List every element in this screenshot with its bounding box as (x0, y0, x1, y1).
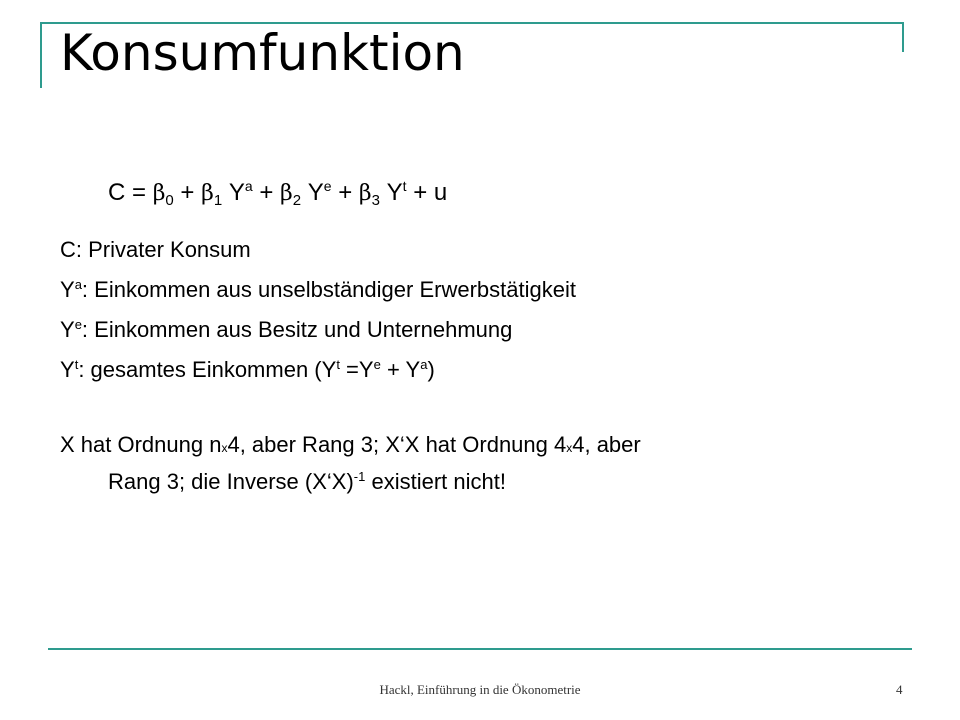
slide-title: Konsumfunktion (60, 24, 465, 82)
y-symbol: Y (60, 357, 75, 382)
formula-tail: + u (413, 179, 448, 206)
definition-yt-text: : gesamtes Einkommen ( (78, 357, 322, 382)
footer-text: Hackl, Einführung in die Ökonometrie (379, 682, 581, 697)
y-symbol: Y (60, 317, 75, 342)
beta-symbol: β (201, 181, 214, 206)
note-part-2: 4, aber Rang 3; X‘X hat Ordnung 4 (227, 432, 567, 457)
y-symbol: Y (228, 179, 245, 206)
definition-ye-text: : Einkommen aus Besitz und Unternehmung (81, 317, 513, 342)
note-part-1: X hat Ordnung n (60, 432, 222, 457)
formula-c: C = (108, 179, 147, 206)
note-line2-a: Rang 3; die Inverse (X‘X) (108, 469, 354, 494)
definition-c-text: C: Privater Konsum (60, 237, 251, 262)
definition-ye (60, 316, 576, 356)
note-line2-b: existiert nicht! (365, 469, 506, 494)
beta-index-2: 2 (292, 192, 302, 209)
beta-symbol: β (280, 181, 293, 206)
superscript-a: a (420, 357, 428, 372)
y-symbol: Y (307, 179, 324, 206)
plus-sign: + (338, 179, 353, 206)
times-symbol: x (221, 441, 228, 455)
consumption-formula (108, 177, 447, 210)
beta-index-1: 1 (213, 192, 223, 209)
y-symbol: Y (358, 357, 374, 382)
superscript-t: t (74, 357, 79, 372)
y-symbol: Y (405, 357, 421, 382)
rank-note-line-2 (60, 465, 641, 498)
superscript-e: e (323, 178, 332, 194)
beta-symbol: β (152, 181, 166, 206)
plus-sign: + (180, 179, 195, 206)
frame-right-rule (902, 22, 904, 52)
definition-ya (60, 276, 576, 316)
beta-index-3: 3 (371, 192, 380, 209)
y-symbol: Y (386, 179, 403, 206)
superscript-a: a (244, 178, 253, 194)
definition-c (60, 236, 576, 276)
rank-note (60, 428, 641, 498)
y-symbol: Y (60, 277, 75, 302)
page-number: 4 (896, 682, 903, 697)
plus-sign: + (259, 179, 274, 206)
superscript-e: e (373, 357, 381, 372)
rank-note-line-1 (60, 428, 641, 465)
frame-left-rule (40, 22, 42, 88)
footer-rule (48, 648, 912, 650)
beta-symbol: β (358, 181, 372, 206)
definitions-list (60, 236, 576, 396)
note-part-3: 4, aber (572, 432, 641, 457)
definition-ya-text: : Einkommen aus unselbständiger Erwerbstätigkeit (81, 277, 576, 302)
beta-index-0: 0 (165, 192, 174, 209)
superscript-t: t (402, 178, 407, 194)
close-paren: ) (427, 357, 435, 382)
equals-sign: = (339, 357, 359, 382)
superscript-a: a (74, 277, 82, 292)
plus-sign: + (380, 357, 406, 382)
superscript-t: t (336, 357, 340, 372)
times-symbol: x (566, 441, 573, 455)
inverse-exponent: -1 (353, 469, 366, 484)
y-symbol: Y (321, 357, 337, 382)
definition-yt (60, 356, 576, 396)
superscript-e: e (74, 317, 82, 332)
